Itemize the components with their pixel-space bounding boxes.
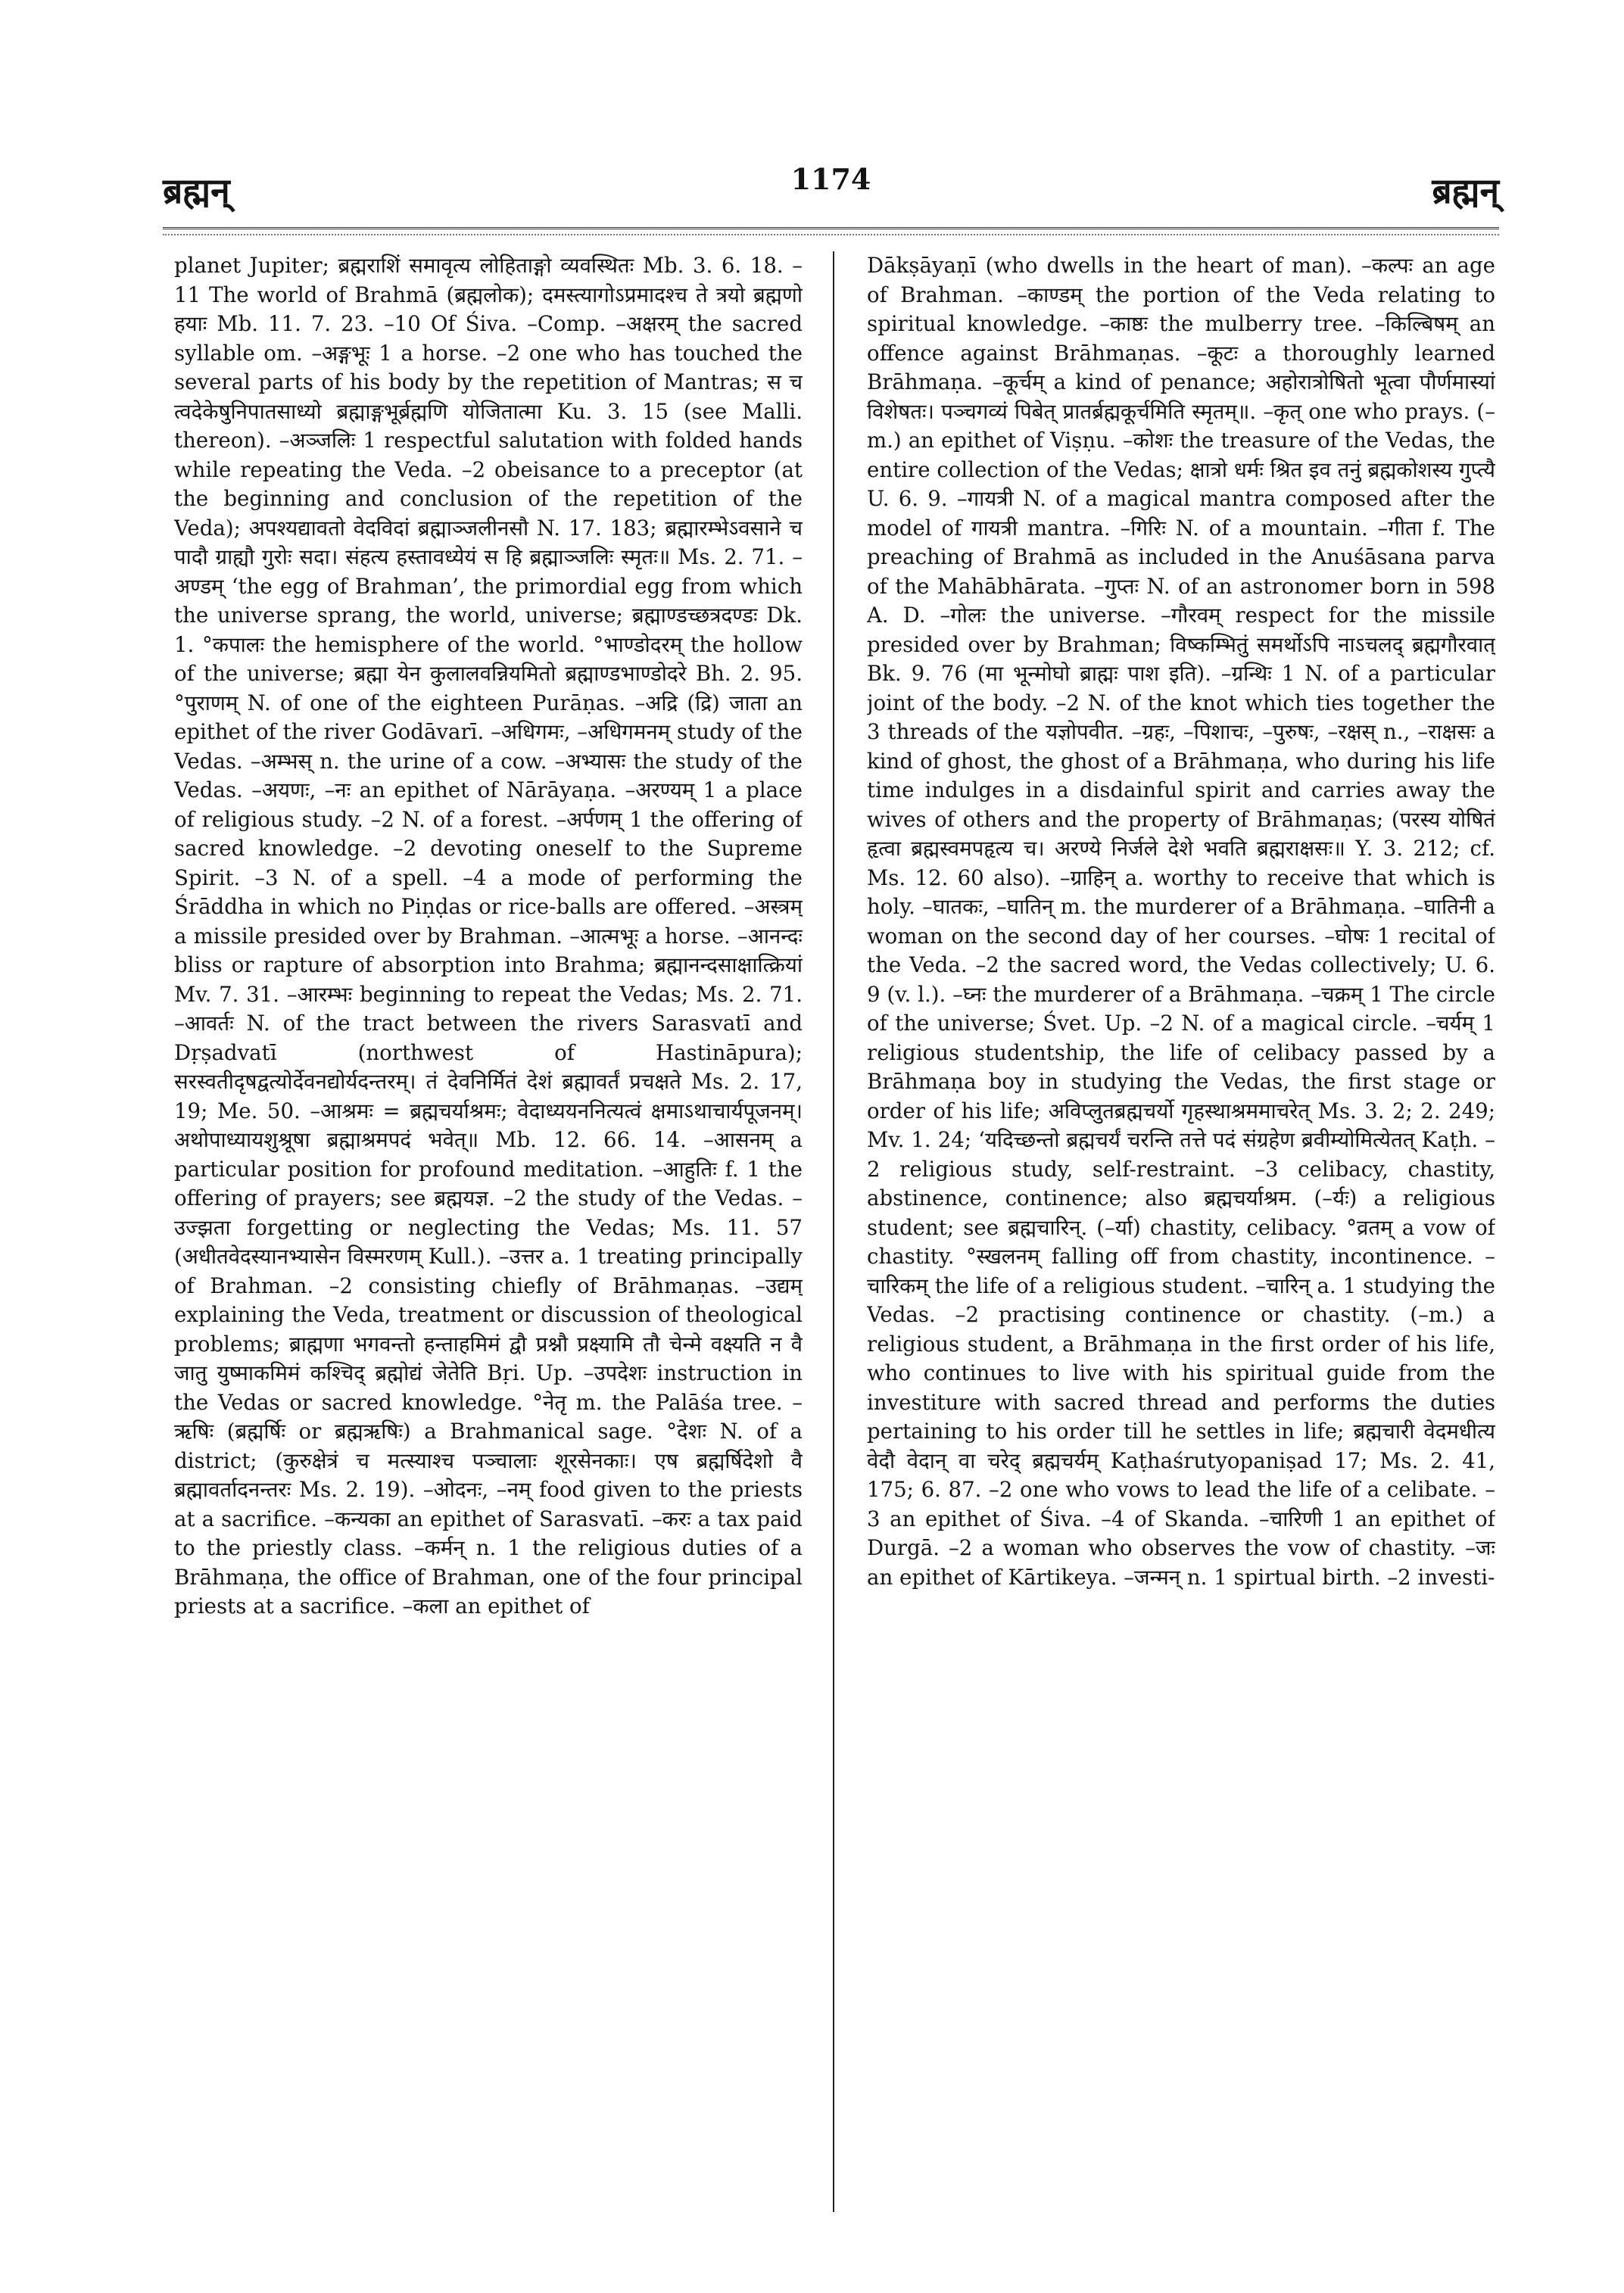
column-divider	[833, 251, 834, 2212]
header-dotted-rule	[163, 234, 1499, 235]
running-headword-left: ब्रह्मन्	[163, 170, 230, 211]
running-headword-right: ब्रह्मन्	[1432, 170, 1499, 211]
page-number: 1174	[790, 162, 871, 196]
right-column-text: Dākṣāyaṇī (who dwells in the heart of man). –कल्पः an age of Brahman. –काण्डम् the portion of the Veda relating to spiritual knowledge. –काष्ठः the mulberry tree. –किल्बिषम् an offence against Brāhmaṇas. –कूटः a thoroughly learned Brāhmaṇa. –कूर्चम् a kind of penance; अहोरात्रोषितो भूत्वा पौर्णमास्यां विशेषतः। पञ्चगव्यं पिबेत् प्रातर्ब्रह्मकूर्चमिति स्मृतम्॥. –कृत् one who prays. (–m.) an epithet of Viṣṇu. –कोशः the treasure of the Vedas, the entire collection of the Vedas; क्षात्रो धर्मः श्रित इव तनुं ब्रह्मकोशस्य गुप्त्यै U. 6. 9. –गायत्री N. of a magical mantra composed after the model of गायत्री mantra. –गिरिः N. of a mountain. –गीता f. The preaching of Brahmā as included in the Anuśāsana parva of the Mahābhārata. –गुप्तः N. of an astronomer born in 598 A. D. –गोलः the universe. –गौरवम् respect for the missile presided over by Brahman; विष्कम्भितुं समर्थोऽपि नाऽचलद् ब्रह्मगौरवात् Bk. 9. 76 (मा भून्मोघो ब्राह्मः पाश इति). –ग्रन्थिः 1 N. of a particular joint of the body. –2 N. of the knot which ties together the 3 threads of the यज्ञोपवीत. –ग्रहः, –पिशाचः, –पुरुषः, –रक्षस् n., –राक्षसः a kind of ghost, the ghost of a Brāhmaṇa, who during his life time indulges in a disdainful spirit and carries away the wives of others and the property of Brāhmaṇas; (परस्य योषितं हृत्वा ब्रह्मस्वमपहृत्य च। अरण्ये निर्जले देशे भवति ब्रह्मराक्षसः॥ Y. 3. 212; cf. Ms. 12. 60 also). –ग्राहिन् a. worthy to receive that which is holy. –घातकः, –घातिन् m. the murderer of a Brāhmaṇa. –घातिनी a woman on the second day of her courses. –घोषः 1 recital of the Veda. –2 the sacred word, the Vedas collectively; U. 6. 9 (v. l.). –घ्नः the murderer of a Brāhmaṇa. –चक्रम् 1 The circle of the universe; Śvet. Up. –2 N. of a magical circle. –चर्यम् 1 religious studentship, the life of celibacy passed by a Brāhmaṇa boy in studying the Vedas, the first stage or order of his life; अविप्लुतब्रह्मचर्यो गृहस्थाश्रममाचरेत् Ms. 3. 2; 2. 249; Mv. 1. 24; ‘यदिच्छन्तो ब्रह्मचर्यं चरन्ति तत्ते पदं संग्रहेण ब्रवीम्योमित्येतत् Kaṭh. –2 religious study, self-restraint. –3 celibacy, chastity, abstinence, continence; also ब्रह्मचर्याश्रम. (–र्यः) a religious student; see ब्रह्मचारिन्. (–र्या) chastity, celibacy. °व्रतम् a vow of chastity. °स्खलनम् falling off from chastity, incontinence. –चारिकम् the life of a religious student. –चारिन् a. 1 studying the Vedas. –2 practising continence or chastity. (–m.) a religious student, a Brāhmaṇa in the first order of his life, who continues to live with his spiritual guide from the investiture with sacred thread and performs the duties pertaining to his order till he settles in life; ब्रह्मचारी वेदमधीत्य वेदौ वेदान् वा चरेद् ब्रह्मचर्यम् Kaṭhaśrutyopaniṣad 17; Ms. 2. 41, 175; 6. 87. –2 one who vows to lead the life of a celibate. –3 an epithet of Śiva. –4 of Skanda. –चारिणी 1 an epithet of Durgā. –2 a woman who observes the vow of chastity. –जः an epithet of Kārtikeya. –जन्मन् n. 1 spirtual birth. –2 investi-	[867, 253, 1495, 1590]
page-header	[163, 151, 1499, 220]
left-column	[174, 251, 803, 2220]
right-column	[867, 251, 1495, 2220]
header-rule	[163, 227, 1499, 229]
left-column-text: planet Jupiter; ब्रह्मराशिं समावृत्य लोहिताङ्गो व्यवस्थितः Mb. 3. 6. 18. –11 The world of Brahmā (ब्रह्मलोक); दमस्त्यागोऽप्रमादश्च ते त्रयो ब्रह्मणो हयाः Mb. 11. 7. 23. –10 Of Śiva. –Comp. –अक्षरम् the sacred syllable om. –अङ्गभूः 1 a horse. –2 one who has touched the several parts of his body by the repetition of Mantras; स च त्वदेकेषुनिपातसाध्यो ब्रह्माङ्गभूर्ब्रह्मणि योजितात्मा Ku. 3. 15 (see Malli. thereon). –अञ्जलिः 1 respectful salutation with folded hands while repeating the Veda. –2 obeisance to a preceptor (at the beginning and conclusion of the repetition of the Veda); अपश्यद्यावतो वेदविदां ब्रह्माञ्जलीनसौ N. 17. 183; ब्रह्मारम्भेऽवसाने च पादौ ग्राह्यौ गुरोः सदा। संहत्य हस्तावध्येयं स हि ब्रह्माञ्जलिः स्मृतः॥ Ms. 2. 71. –अण्डम् ‘the egg of Brahman’, the primordial egg from which the universe sprang, the world, universe; ब्रह्माण्डच्छत्रदण्डः Dk. 1. °कपालः the hemisphere of the world. °भाण्डोदरम् the hollow of the universe; ब्रह्मा येन कुलालवन्नियमितो ब्रह्माण्डभाण्डोदरे Bh. 2. 95. °पुराणम् N. of one of the eighteen Purāṇas. –अद्रि (द्रि) जाता an epithet of the river Godāvarī. –अधिगमः, –अधिगमनम् study of the Vedas. –अम्भस् n. the urine of a cow. –अभ्यासः the study of the Vedas. –अयणः, –नः an epithet of Nārāyaṇa. –अरण्यम् 1 a place of religious study. –2 N. of a forest. –अर्पणम् 1 the offering of sacred knowledge. –2 devoting oneself to the Supreme Spirit. –3 N. of a spell. –4 a mode of performing the Śrāddha in which no Piṇḍas or rice-balls are offered. –अस्त्रम् a missile presided over by Brahman. –आत्मभूः a horse. –आनन्दः bliss or rapture of absorption into Brahma; ब्रह्मानन्दसाक्षात्क्रियां Mv. 7. 31. –आरम्भः beginning to repeat the Vedas; Ms. 2. 71. –आवर्तः N. of the tract between the rivers Sarasvatī and Dṛṣadvatī (northwest of Hastināpura); सरस्वतीदृषद्वत्योर्देवनद्योर्यदन्तरम्। तं देवनिर्मितं देशं ब्रह्मावर्तं प्रचक्षते Ms. 2. 17, 19; Me. 50. –आश्रमः = ब्रह्मचर्याश्रमः; वेदाध्ययननित्यत्वं क्षमाऽथाचार्यपूजनम्। अथोपाध्यायशुश्रूषा ब्रह्माश्रमपदं भवेत्॥ Mb. 12. 66. 14. –आसनम् a particular position for profound meditation. –आहुतिः f. 1 the offering of prayers; see ब्रह्मयज्ञ. –2 the study of the Vedas. –उज्झता forgetting or neglecting the Vedas; Ms. 11. 57 (अधीतवेदस्यानभ्यासेन विस्मरणम् Kull.). –उत्तर a. 1 treating principally of Brahman. –2 consisting chiefly of Brāhmaṇas. –उद्यम् explaining the Veda, treatment or discussion of theological problems; ब्राह्मणा भगवन्तो हन्ताहमिमं द्वौ प्रश्नौ प्रक्ष्यामि तौ चेन्मे वक्ष्यति न वै जातु युष्माकमिमं कश्चिद् ब्रह्मोद्यं जेतेति Bṛi. Up. –उपदेशः instruction in the Vedas or sacred knowledge. °नेतृ m. the Palāśa tree. –ऋषिः (ब्रह्मर्षिः or ब्रह्मऋषिः) a Brahmanical sage. °देशः N. of a district; (कुरुक्षेत्रं च मत्स्याश्च पञ्चालाः शूरसेनकाः। एष ब्रह्मर्षिदेशो वै ब्रह्मावर्तादनन्तरः Ms. 2. 19). –ओदनः, –नम् food given to the priests at a sacrifice. –कन्यका an epithet of Sarasvatī. –करः a tax paid to the priestly class. –कर्मन् n. 1 the religious duties of a Brāhmaṇa, the office of Brahman, one of the four principal priests at a sacrifice. –कला an epithet of	[174, 253, 803, 1618]
